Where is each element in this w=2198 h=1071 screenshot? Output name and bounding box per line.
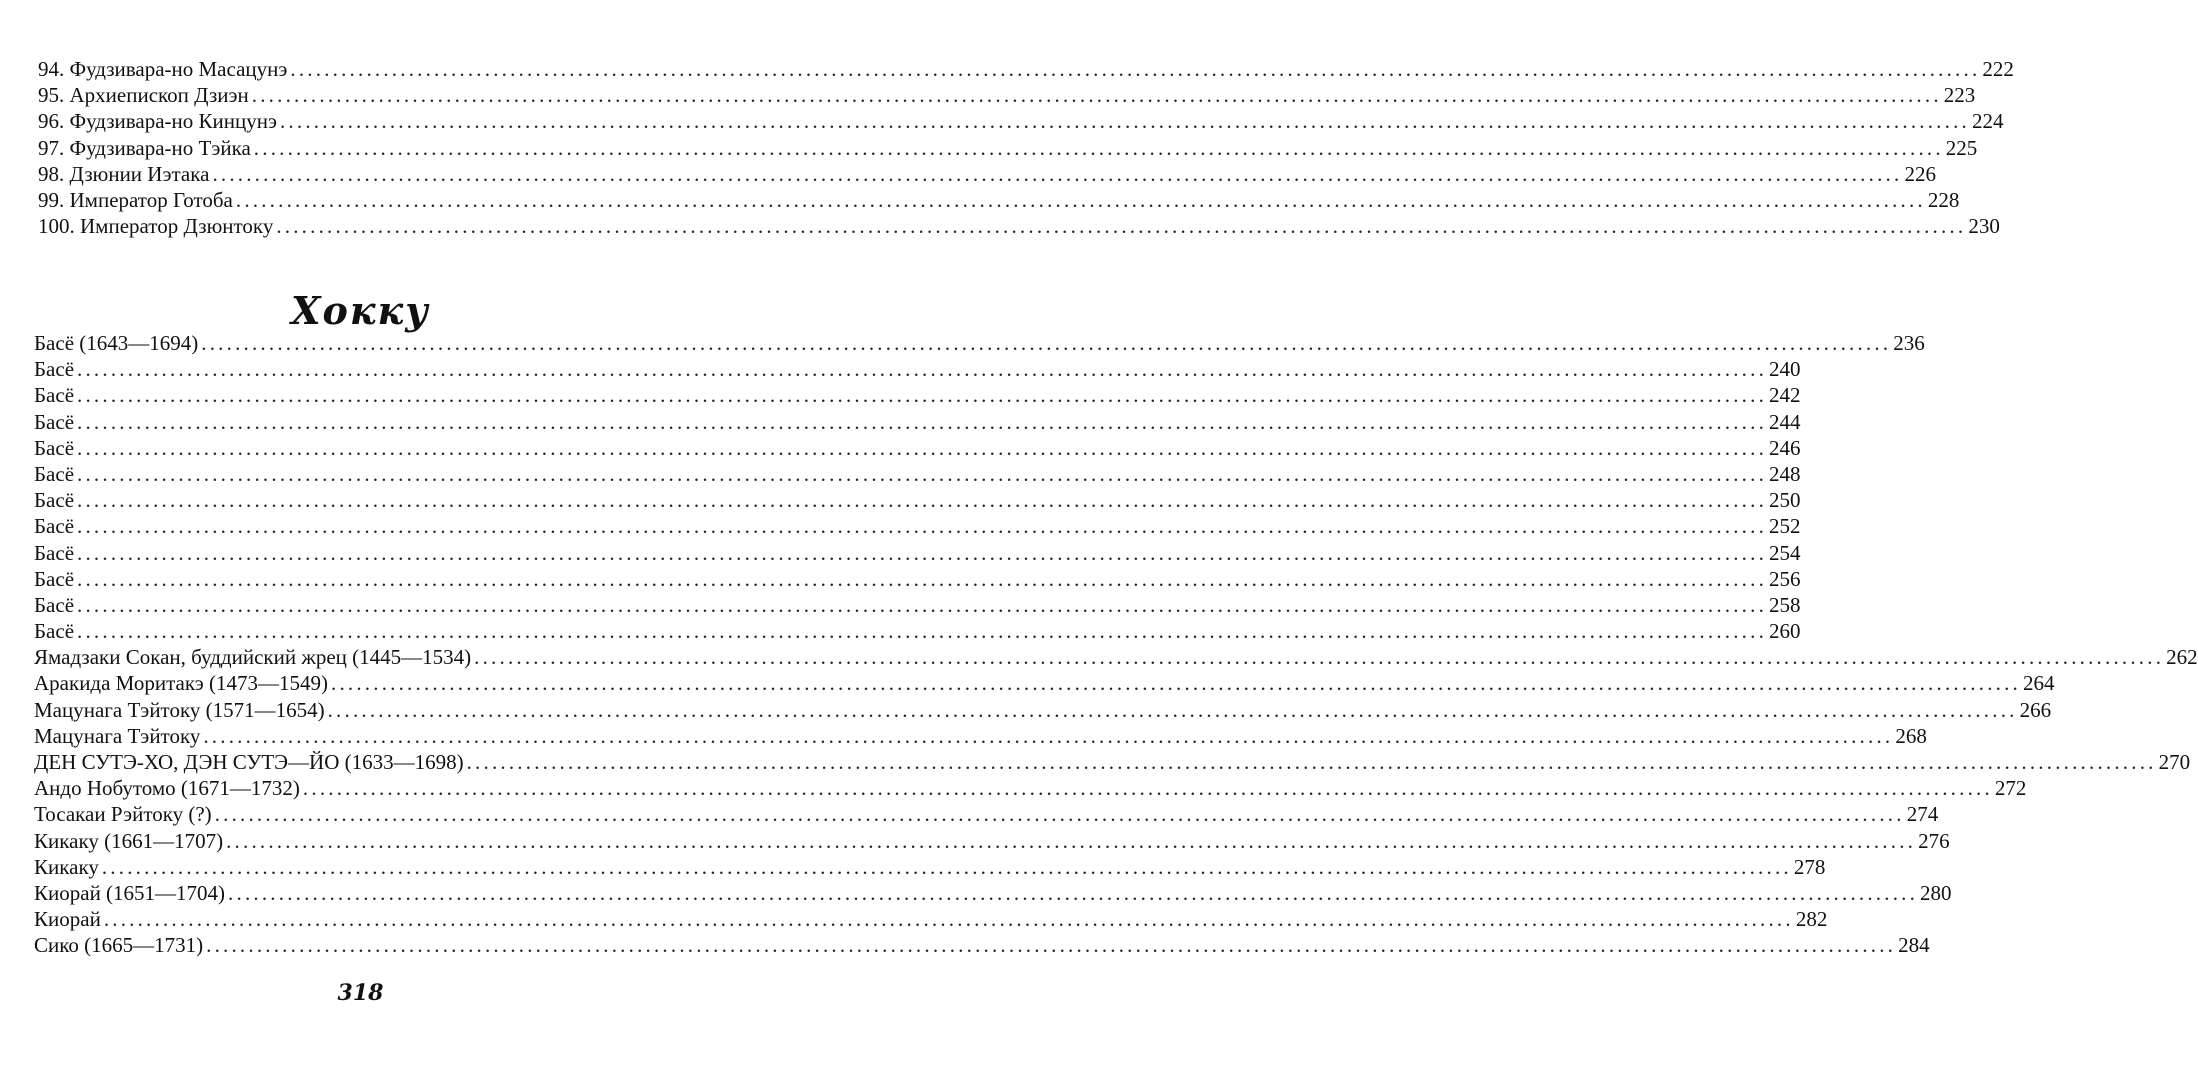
toc-entry-title: Мацунага Тэйтоку (1571—1654): [34, 697, 325, 722]
toc-entry: [38, 187, 1960, 213]
dot-leader: ........................................................................................................................................................................................................: [103, 907, 1794, 932]
dot-leader: ........................................................................................................................................................................................................: [206, 933, 1897, 958]
toc-entry-title: Мацунага Тэйтоку: [34, 723, 201, 748]
toc-entry-title: Басё: [34, 435, 75, 460]
toc-entry: [34, 723, 1927, 749]
toc-entry: [38, 135, 1978, 161]
toc-entry: [34, 330, 1925, 356]
toc-entry-title: Басё: [34, 514, 75, 539]
dot-leader: ........................................................................................................................................................................................................: [214, 802, 1905, 827]
dot-leader: ........................................................................................................................................................................................................: [235, 187, 1926, 212]
toc-entry-page: 224: [1971, 109, 2004, 134]
toc-entry: [34, 880, 1952, 906]
toc-entry-title: Басё: [34, 566, 75, 591]
dot-leader: ........................................................................................................................................................................................................: [279, 109, 1970, 134]
page-number: 318: [337, 980, 384, 1006]
toc-entry-page: 268: [1895, 723, 1927, 748]
dot-leader: ........................................................................................................................................................................................................: [302, 776, 1993, 801]
dot-leader: ........................................................................................................................................................................................................: [203, 723, 1894, 748]
toc-entry-title: Басё: [34, 488, 75, 513]
dot-leader: ........................................................................................................................................................................................................: [77, 357, 1768, 382]
dot-leader: ........................................................................................................................................................................................................: [466, 750, 2157, 774]
toc-entry-page: 284: [1898, 933, 1930, 958]
dot-leader: ........................................................................................................................................................................................................: [228, 880, 1919, 905]
toc-entry: [34, 749, 2191, 775]
section-heading: Хокку: [291, 288, 430, 333]
dot-leader: ........................................................................................................................................................................................................: [77, 592, 1768, 617]
toc-list-top: [0, 56, 2014, 239]
toc-entry-page: 228: [1927, 187, 1960, 212]
toc-entry: [34, 618, 1801, 644]
toc-entry-page: 276: [1918, 828, 1950, 853]
toc-entry-title: Басё: [34, 619, 75, 644]
toc-entry: [34, 854, 1826, 880]
toc-entry-title: Сико (1665—1731): [34, 933, 204, 958]
toc-entry-page: 248: [1769, 461, 1801, 486]
toc-entry-title: 96. Фудзивара-но Кинцунэ: [38, 109, 277, 134]
toc-entry-page: 252: [1769, 514, 1801, 539]
toc-entry-title: 95. Архиепископ Дзиэн: [38, 83, 249, 108]
toc-entry-title: Тосакаи Рэйтоку (?): [34, 802, 212, 827]
toc-entry-page: 266: [2019, 697, 2052, 722]
dot-leader: ........................................................................................................................................................................................................: [77, 540, 1768, 565]
toc-entry-title: Киорай: [34, 907, 101, 932]
toc-entry-page: 222: [1982, 57, 2014, 81]
dot-leader: ........................................................................................................................................................................................................: [327, 697, 2018, 722]
toc-entry-title: Басё: [34, 409, 75, 434]
toc-entry-page: 242: [1769, 383, 1801, 408]
dot-leader: ........................................................................................................................................................................................................: [77, 383, 1768, 408]
toc-entry-title: Басё (1643—1694): [34, 331, 199, 355]
toc-entry-title: 94. Фудзивара-но Масацунэ: [38, 57, 288, 81]
toc-entry-title: Киорай (1651—1704): [34, 880, 226, 905]
dot-leader: ........................................................................................................................................................................................................: [331, 671, 2021, 696]
toc-entry-title: Басё: [34, 592, 75, 617]
toc-entry: [34, 644, 2198, 670]
toc-entry: [34, 382, 1801, 408]
dot-leader: ........................................................................................................................................................................................................: [77, 514, 1768, 539]
toc-entry: [34, 540, 1801, 566]
dot-leader: ........................................................................................................................................................................................................: [77, 488, 1768, 513]
dot-leader: ........................................................................................................................................................................................................: [101, 854, 1792, 879]
dot-leader: ........................................................................................................................................................................................................: [251, 83, 1942, 108]
toc-entry: [34, 828, 1950, 854]
toc-entry: [34, 487, 1801, 513]
toc-entry: [34, 775, 2027, 801]
dot-leader: ........................................................................................................................................................................................................: [253, 135, 1944, 160]
toc-entry-title: Басё: [34, 383, 75, 408]
dot-leader: ........................................................................................................................................................................................................: [77, 566, 1768, 591]
toc-entry-page: 254: [1769, 540, 1801, 565]
toc-entry: [34, 566, 1801, 592]
dot-leader: ........................................................................................................................................................................................................: [77, 461, 1768, 486]
toc-entry: [38, 161, 1936, 187]
toc-entry: [34, 932, 1930, 958]
toc-entry-page: 274: [1906, 802, 1939, 827]
toc-entry-page: 264: [2023, 671, 2055, 696]
dot-leader: ........................................................................................................................................................................................................: [77, 435, 1768, 460]
toc-entry: [34, 697, 2052, 723]
toc-entry: [38, 82, 1976, 108]
dot-leader: ........................................................................................................................................................................................................: [226, 828, 1917, 853]
toc-entry-title: 100. Император Дзюнтоку: [38, 214, 274, 239]
toc-entry-page: 262: [2166, 645, 2198, 670]
dot-leader: ........................................................................................................................................................................................................: [276, 214, 1967, 239]
toc-entry: [34, 592, 1801, 618]
toc-entry: [34, 670, 2055, 696]
toc-list-haiku: [0, 330, 2198, 959]
toc-entry-title: 99. Император Готоба: [38, 187, 233, 212]
toc-entry-page: 258: [1769, 592, 1801, 617]
toc-entry: [34, 461, 1801, 487]
toc-entry: [34, 513, 1801, 539]
dot-leader: ........................................................................................................................................................................................................: [474, 645, 2165, 670]
toc-entry-title: Басё: [34, 461, 75, 486]
toc-entry-title: 97. Фудзивара-но Тэйка: [38, 135, 251, 160]
toc-entry: [34, 906, 1828, 932]
toc-entry-title: Басё: [34, 357, 75, 382]
toc-entry-title: Кикаку (1661—1707): [34, 828, 224, 853]
toc-entry-page: 236: [1893, 331, 1925, 355]
toc-entry-page: 226: [1904, 161, 1936, 186]
toc-entry-title: ДЕН СУТЭ-ХО, ДЭН СУТЭ—ЙО (1633—1698): [34, 750, 464, 774]
toc-entry: [34, 801, 1939, 827]
toc-entry-page: 260: [1769, 619, 1801, 644]
toc-entry-page: 282: [1795, 907, 1828, 932]
toc-entry-title: Басё: [34, 540, 75, 565]
toc-entry: [38, 108, 2004, 134]
toc-entry: [38, 213, 2000, 239]
toc-entry-page: 272: [1994, 776, 2027, 801]
dot-leader: ........................................................................................................................................................................................................: [290, 57, 1981, 81]
toc-entry-page: 244: [1769, 409, 1801, 434]
toc-entry: [34, 409, 1801, 435]
toc-entry-title: 98. Дзюнии Иэтака: [38, 161, 210, 186]
toc-entry: [34, 435, 1801, 461]
toc-entry: [38, 56, 2014, 82]
toc-entry-page: 223: [1943, 83, 1976, 108]
toc-entry-title: Ямадзаки Сокан, буддийский жрец (1445—1534): [34, 645, 472, 670]
toc-entry-page: 280: [1920, 880, 1952, 905]
toc-entry-page: 278: [1793, 854, 1826, 879]
toc-entry-page: 256: [1769, 566, 1801, 591]
toc-entry-title: Аракида Моритакэ (1473—1549): [34, 671, 328, 696]
dot-leader: ........................................................................................................................................................................................................: [77, 619, 1768, 644]
dot-leader: ........................................................................................................................................................................................................: [77, 409, 1768, 434]
toc-entry-page: 270: [2158, 750, 2191, 774]
toc-entry-page: 250: [1769, 488, 1801, 513]
dot-leader: ........................................................................................................................................................................................................: [201, 331, 1892, 355]
toc-entry-page: 246: [1769, 435, 1801, 460]
toc-entry-page: 240: [1769, 357, 1801, 382]
toc-entry-title: Андо Нобутомо (1671—1732): [34, 776, 300, 801]
toc-entry-title: Кикаку: [34, 854, 99, 879]
toc-entry-page: 225: [1945, 135, 1978, 160]
toc-entry-page: 230: [1968, 214, 2000, 239]
dot-leader: ........................................................................................................................................................................................................: [212, 161, 1903, 186]
toc-entry: [34, 356, 1801, 382]
